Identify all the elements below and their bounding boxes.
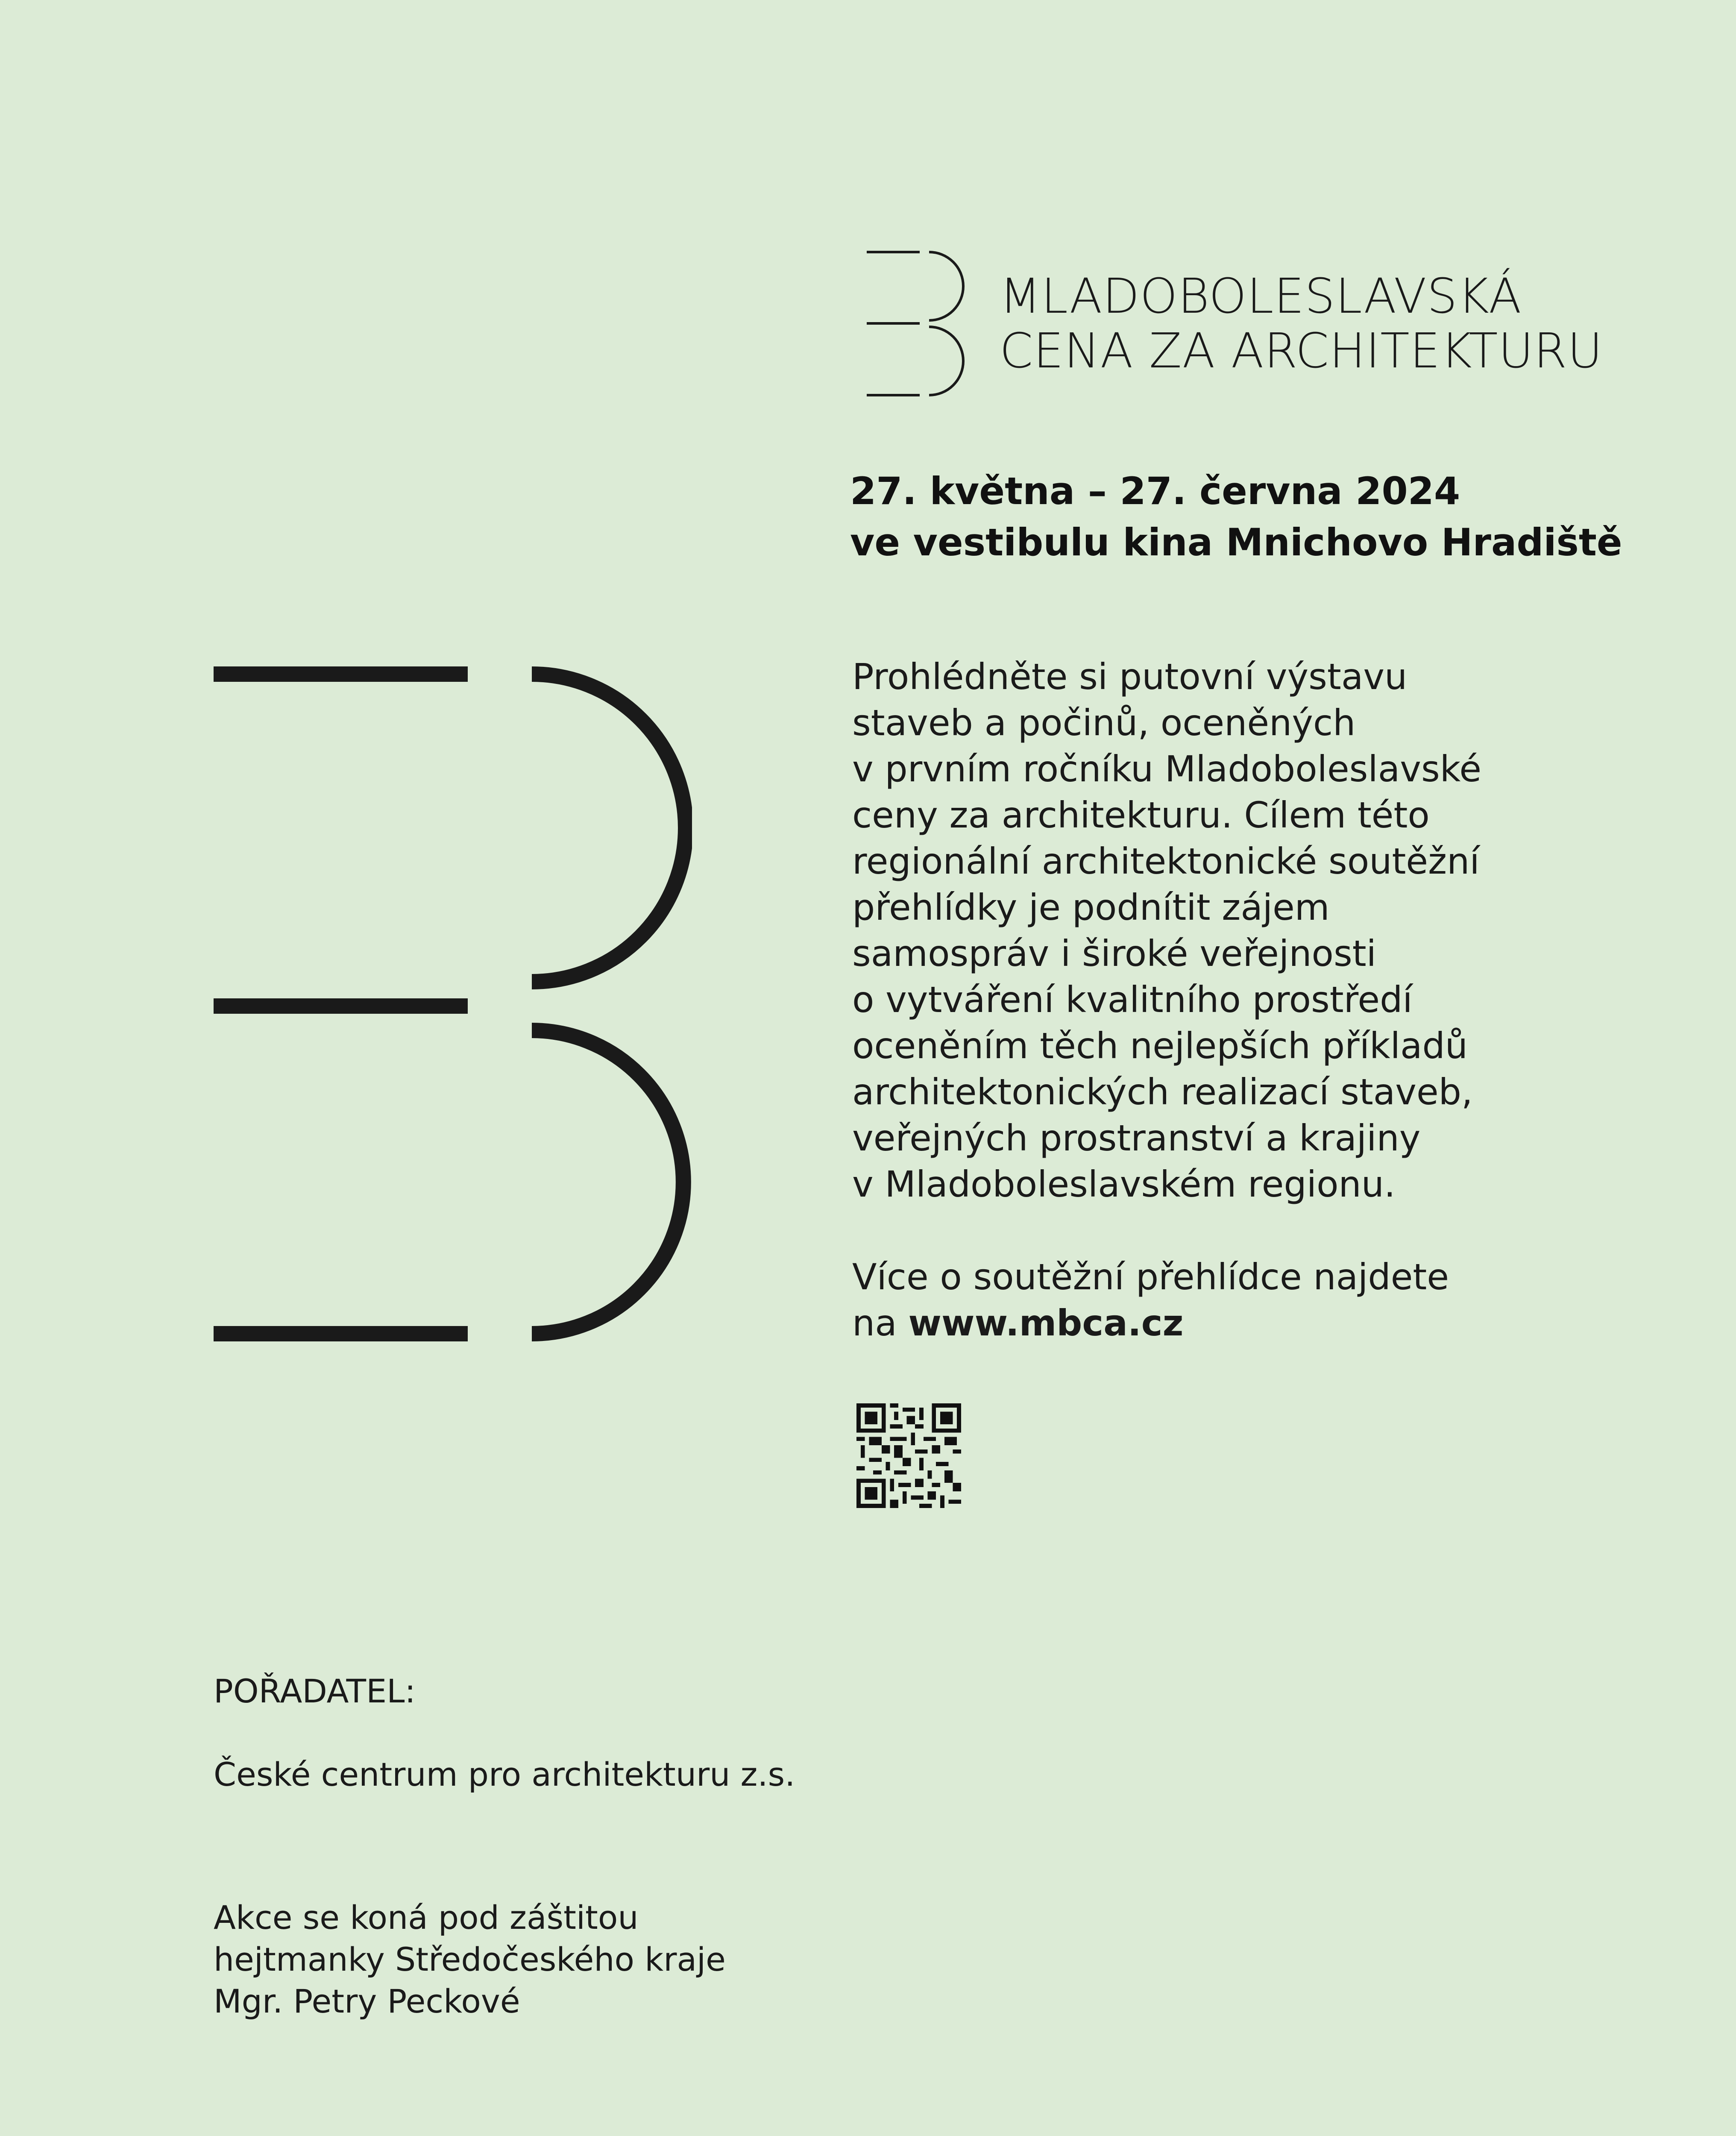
more-info-prefix: na [852, 1302, 909, 1344]
patronage-line: Akce se koná pod záštitou [214, 1898, 639, 1936]
description-line: samospráv i široké veřejnosti [852, 933, 1376, 974]
organizer-label: POŘADATEL: [214, 1672, 416, 1710]
more-info-line1: Více o soutěžní přehlídce najdete [852, 1256, 1449, 1298]
description-line: ceny za architekturu. Cílem této [852, 794, 1430, 836]
description-line: o vytváření kvalitního prostředí [852, 979, 1413, 1021]
event-dates: 27. května – 27. června 2024 [850, 469, 1460, 513]
event-venue: ve vestibulu kina Mnichovo Hradiště [850, 520, 1622, 564]
description-line: v prvním ročníku Mladoboleslavské [852, 748, 1482, 790]
patronage-text [214, 1897, 726, 2022]
logo-title [1000, 269, 1603, 378]
event-info [850, 466, 1622, 568]
description-line: staveb a počinů, oceněných [852, 702, 1356, 744]
mbca-logo-mark-small [865, 250, 968, 397]
description-line: přehlídky je podnítit zájem [852, 886, 1330, 928]
description-line: regionální architektonické soutěžní [852, 840, 1480, 882]
logo-title-line1: MLADOBOLESLAVSKÁ [1000, 269, 1522, 324]
patronage-line: hejtmanky Středočeského kraje [214, 1940, 726, 1978]
qr-code[interactable] [856, 1403, 961, 1508]
description-line: oceněním těch nejlepších příkladů [852, 1025, 1468, 1067]
description-paragraph [852, 654, 1578, 1207]
more-info [852, 1254, 1449, 1346]
description-line: architektonických realizací staveb, [852, 1071, 1473, 1113]
description-line: v Mladoboleslavském regionu. [852, 1163, 1396, 1205]
description-line: Prohlédněte si putovní výstavu [852, 656, 1408, 698]
patronage-line: Mgr. Petry Peckové [214, 1982, 520, 2020]
mbca-logo-mark-large [214, 666, 692, 1341]
logo-title-line2: CENA ZA ARCHITEKTURU [1000, 323, 1603, 379]
more-info-line2 [852, 1300, 1449, 1346]
website-link[interactable]: www.mbca.cz [908, 1302, 1184, 1344]
description-line: veřejných prostranství a krajiny [852, 1117, 1421, 1159]
organizer-name: České centrum pro architekturu z.s. [214, 1755, 795, 1793]
